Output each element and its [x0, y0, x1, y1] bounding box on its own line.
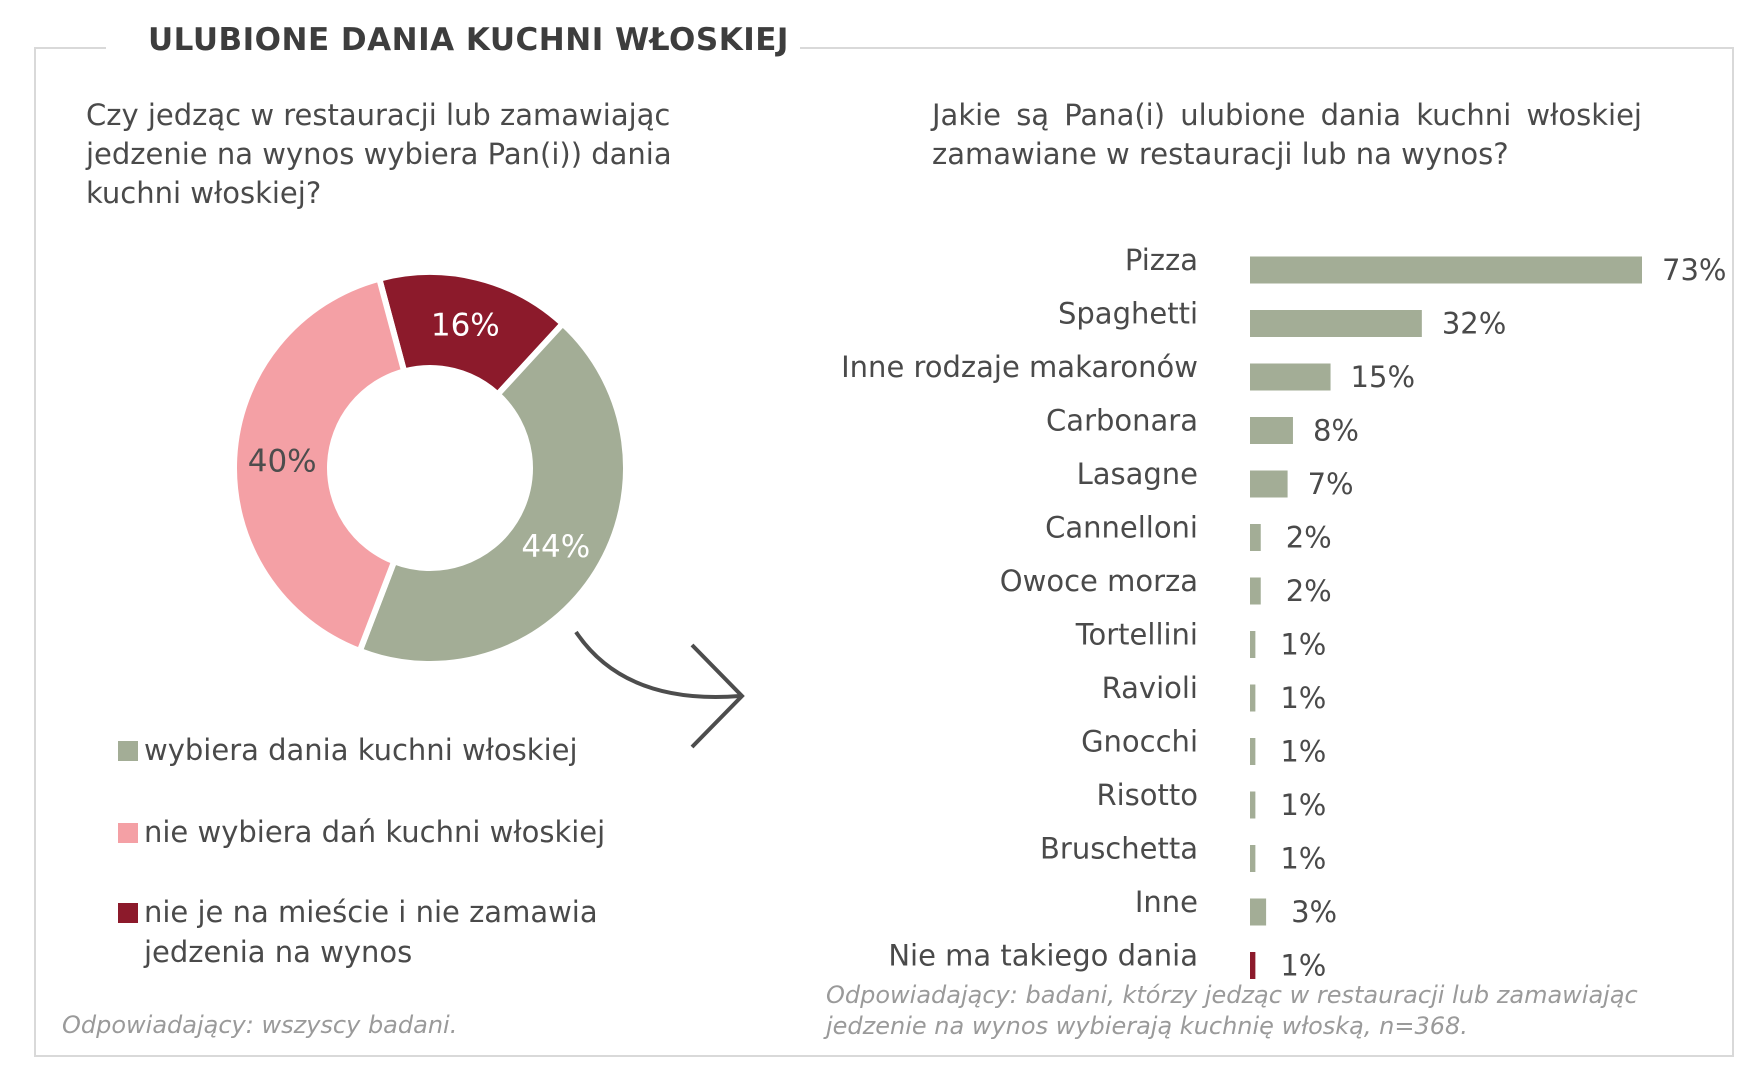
bar-value-label: 7%	[1307, 467, 1354, 501]
bar-value-label: 32%	[1441, 306, 1507, 341]
donut-legend	[118, 730, 678, 972]
bar-value-label: 2%	[1285, 574, 1332, 608]
left-respondents-note: Odpowiadający: wszyscy badani.	[62, 1011, 458, 1039]
category-label: Inne rodzaje makaronów	[841, 350, 1198, 384]
category-label: Pizza	[1124, 243, 1198, 277]
bar-value-label: 1%	[1280, 734, 1327, 769]
legend-swatch	[118, 741, 138, 761]
legend-label: wybiera dania kuchni włoskiej	[144, 733, 578, 767]
bar-value-label: 1%	[1280, 948, 1327, 983]
right-question: Jakie są Pana(i) ulubione dania kuchni włoskiej zamawiane w restauracji lub na wynos?	[932, 98, 1642, 171]
legend-item	[118, 730, 678, 770]
left-question: Czy jedząc w restauracji lub zamawiając jedzenie na wynos wybiera Pan(i)) dania kuchni włoskiej?	[86, 98, 672, 210]
legend-label: nie wybiera dań kuchni włoskiej	[144, 815, 606, 849]
frame-top-line-right	[800, 47, 1734, 49]
category-label: Owoce morza	[999, 564, 1198, 598]
legend-item	[118, 892, 678, 972]
bar-value-label: 3%	[1291, 895, 1338, 929]
category-label: Bruschetta	[1040, 831, 1198, 866]
category-label: Inne	[1134, 885, 1198, 919]
frame-top-line-left	[34, 47, 106, 49]
legend-label: nie je na mieście i nie zamawia jedzenia na wynos	[144, 895, 598, 969]
category-label: Spaghetti	[1057, 296, 1198, 331]
bar-value-label: 8%	[1312, 413, 1359, 448]
bar-value-label: 2%	[1285, 520, 1332, 555]
category-label: Risotto	[1096, 778, 1198, 812]
right-respondents-note: Odpowiadający: badani, którzy jedząc w restauracji lub zamawiając jedzenie na wynos wybierają kuchnię włoską, n=368.	[826, 981, 1638, 1040]
donut-value-label: 40%	[247, 443, 317, 480]
legend-swatch	[118, 903, 138, 923]
bar-value-label: 15%	[1350, 360, 1416, 394]
category-label: Tortellini	[1075, 617, 1198, 652]
category-label: Lasagne	[1076, 457, 1198, 491]
bar-value-label: 73%	[1662, 253, 1727, 287]
category-label: Carbonara	[1046, 403, 1198, 438]
category-label: Ravioli	[1101, 671, 1198, 705]
legend-item	[118, 812, 678, 852]
category-label: Nie ma takiego dania	[888, 938, 1198, 973]
donut-value-label: 16%	[430, 307, 500, 344]
bar-value-label: 1%	[1280, 627, 1327, 662]
bar-value-label: 1%	[1280, 681, 1327, 715]
donut-chart	[220, 258, 640, 678]
category-label: Gnocchi	[1081, 724, 1198, 759]
legend-swatch	[118, 823, 138, 843]
bar-value-label: 1%	[1280, 841, 1327, 876]
category-label: Cannelloni	[1045, 510, 1198, 545]
donut-value-label: 44%	[521, 528, 591, 565]
page-title: ULUBIONE DANIA KUCHNI WŁOSKIEJ	[148, 22, 789, 58]
bar-value-label: 1%	[1280, 788, 1327, 822]
